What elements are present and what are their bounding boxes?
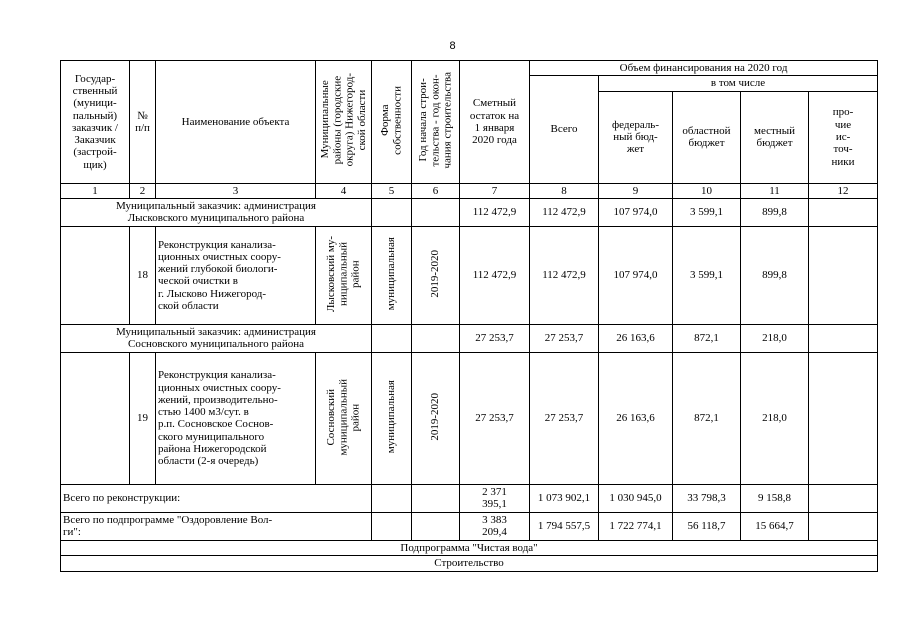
object-ownership: муниципальная — [372, 352, 412, 484]
balance-cell: 27 253,7 — [460, 324, 530, 352]
federal-cell: 1 722 774,1 — [599, 512, 673, 540]
object-number: 19 — [130, 352, 156, 484]
other-cell — [809, 512, 878, 540]
col-number: 2 — [130, 183, 156, 198]
other-cell — [809, 352, 878, 484]
col-number: 1 — [61, 183, 130, 198]
col-number: 7 — [460, 183, 530, 198]
local-cell: 899,8 — [741, 226, 809, 324]
object-name: Реконструкция канализа- ционных очистных соору- жений, производительно- стью 1400 м3/сут. в р.п. Сосновское Соснов- ского муниципального района Нижегородской области (2-я очередь) — [156, 352, 316, 484]
object-row — [61, 226, 878, 324]
object-municipal: Сосновский муниципальный район — [316, 352, 372, 484]
customer-title: Муниципальный заказчик: администрация Сосновского муниципального района — [61, 324, 372, 352]
col-number: 8 — [530, 183, 599, 198]
object-municipal: Лысковский му- ниципальный район — [316, 226, 372, 324]
federal-cell: 107 974,0 — [599, 226, 673, 324]
total-cell: 112 472,9 — [530, 226, 599, 324]
page-number: 8 — [449, 40, 456, 52]
col-number: 10 — [673, 183, 741, 198]
col-number: 4 — [316, 183, 372, 198]
local-cell: 15 664,7 — [741, 512, 809, 540]
header-other: про- чие ис- точ- ники — [809, 91, 878, 183]
regional-cell: 3 599,1 — [673, 198, 741, 226]
other-cell — [809, 324, 878, 352]
financing-table — [60, 60, 878, 572]
object-name: Реконструкция канализа- ционных очистных соору- жений глубокой биологи- ческой очистки в г. Лысково Нижегород- ской области — [156, 226, 316, 324]
local-cell: 9 158,8 — [741, 484, 809, 512]
balance-cell: 2 371 395,1 — [460, 484, 530, 512]
header-including: в том числе — [599, 76, 878, 91]
col-number: 3 — [156, 183, 316, 198]
other-cell — [809, 484, 878, 512]
total-cell: 27 253,7 — [530, 324, 599, 352]
regional-cell: 56 118,7 — [673, 512, 741, 540]
header-object-name: Наименование объекта — [156, 61, 316, 184]
header-ownership: Форма собственности — [372, 61, 412, 184]
total-cell: 1 794 557,5 — [530, 512, 599, 540]
federal-cell: 26 163,6 — [599, 352, 673, 484]
section-title: Строительство — [61, 556, 878, 571]
header-customer: Государ- ственный (муници- пальный) заказчик / Заказчик (застрой- щик) — [61, 61, 130, 184]
total-label: Всего по реконструкции: — [61, 484, 372, 512]
object-years: 2019-2020 — [412, 226, 460, 324]
total-cell: 112 472,9 — [530, 198, 599, 226]
subprogram-title: Подпрограмма "Чистая вода" — [61, 540, 878, 555]
total-cell: 27 253,7 — [530, 352, 599, 484]
total-label: Всего по подпрограмме "Оздоровление Вол- ги": — [61, 512, 372, 540]
header-regional: областной бюджет — [673, 91, 741, 183]
balance-cell: 112 472,9 — [460, 226, 530, 324]
object-row — [61, 352, 878, 484]
local-cell: 218,0 — [741, 352, 809, 484]
other-cell — [809, 198, 878, 226]
header-local: местный бюджет — [741, 91, 809, 183]
column-numbers-row — [61, 183, 878, 198]
header-federal: федераль- ный бюд- жет — [599, 91, 673, 183]
object-years: 2019-2020 — [412, 352, 460, 484]
balance-cell: 112 472,9 — [460, 198, 530, 226]
col-number: 12 — [809, 183, 878, 198]
customer-title: Муниципальный заказчик: администрация Лысковского муниципального района — [61, 198, 372, 226]
header-total: Всего — [530, 76, 599, 183]
local-cell: 218,0 — [741, 324, 809, 352]
col-number: 6 — [412, 183, 460, 198]
balance-cell: 27 253,7 — [460, 352, 530, 484]
header-municipal: Муниципальные районы (городские округа) Нижегород- ской области — [316, 61, 372, 184]
regional-cell: 33 798,3 — [673, 484, 741, 512]
header-num: № п/п — [130, 61, 156, 184]
col-number: 11 — [741, 183, 809, 198]
customer-row — [61, 324, 878, 352]
header-financing: Объем финансирования на 2020 год — [530, 61, 878, 76]
balance-cell: 3 383 209,4 — [460, 512, 530, 540]
regional-cell: 872,1 — [673, 352, 741, 484]
total-row — [61, 484, 878, 512]
total-cell: 1 073 902,1 — [530, 484, 599, 512]
federal-cell: 107 974,0 — [599, 198, 673, 226]
other-cell — [809, 226, 878, 324]
regional-cell: 3 599,1 — [673, 226, 741, 324]
customer-row — [61, 198, 878, 226]
header-balance: Сметный остаток на 1 января 2020 года — [460, 61, 530, 184]
local-cell: 899,8 — [741, 198, 809, 226]
object-ownership: муниципальная — [372, 226, 412, 324]
col-number: 5 — [372, 183, 412, 198]
header-years: Год начала строи- тельства - год окон- чания строительства — [412, 61, 460, 184]
federal-cell: 1 030 945,0 — [599, 484, 673, 512]
col-number: 9 — [599, 183, 673, 198]
regional-cell: 872,1 — [673, 324, 741, 352]
object-number: 18 — [130, 226, 156, 324]
total-row — [61, 512, 878, 540]
federal-cell: 26 163,6 — [599, 324, 673, 352]
